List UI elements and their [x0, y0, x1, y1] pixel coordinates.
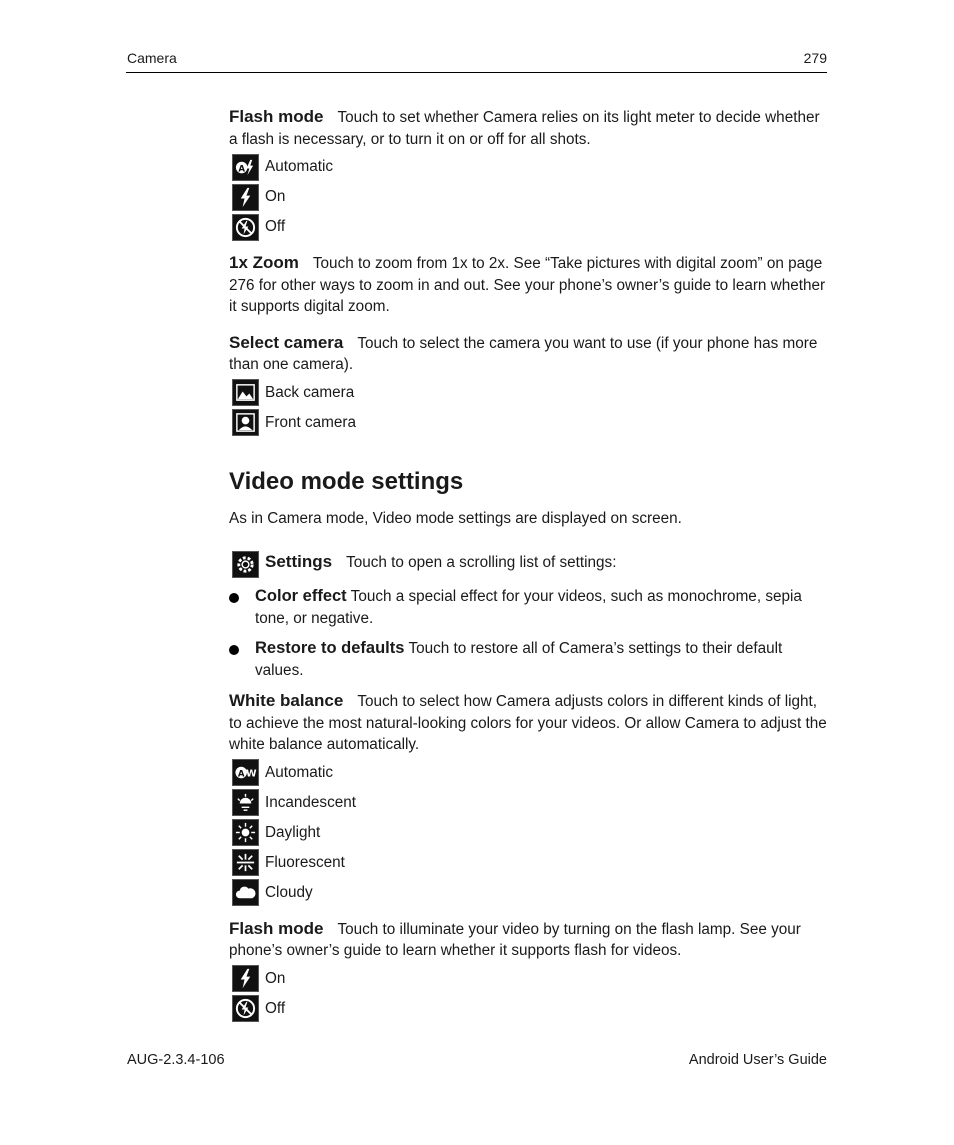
option-row — [229, 788, 827, 818]
settings-description: Touch to open a scrolling list of settings: — [346, 554, 617, 571]
option-label: Automatic — [265, 763, 334, 781]
option-row — [229, 378, 827, 408]
footer-title: Android User’s Guide — [688, 1052, 827, 1068]
option-label: On — [265, 188, 286, 206]
page-header — [126, 48, 827, 73]
fluorescent-icon — [232, 849, 259, 876]
option-label: Incandescent — [265, 793, 356, 811]
list-item — [229, 638, 827, 681]
bullet-text: Touch to restore all of Camera’s settings to their default values. — [255, 640, 783, 679]
white-balance-options — [229, 758, 827, 908]
settings-gear-icon — [232, 551, 259, 578]
option-row — [229, 182, 827, 212]
zoom-term: 1x Zoom — [229, 253, 299, 272]
header-section: Camera — [127, 50, 177, 66]
option-label: Off — [265, 999, 286, 1017]
section-title: Video mode settings — [229, 467, 464, 495]
option-row — [229, 878, 827, 908]
settings-list — [229, 586, 827, 681]
option-row — [229, 994, 827, 1024]
option-label: Daylight — [265, 823, 321, 841]
page-number: 279 — [803, 50, 827, 66]
video-flash-mode-description: Touch to illuminate your video by turning on the flash lamp. See your phone’s owner’s guide to learn whether it supports flash for videos. — [229, 920, 801, 959]
settings-term: Settings — [265, 552, 333, 571]
settings-paragraph — [229, 551, 827, 578]
select-camera-description: Touch to select the camera you want to use (if your phone has more than one camera). — [229, 334, 818, 373]
page-content — [229, 106, 827, 1024]
bullet-term: Color effect — [255, 587, 347, 605]
wb-auto-icon — [232, 759, 259, 786]
option-label: Back camera — [265, 383, 355, 401]
video-flash-mode-term: Flash mode — [229, 918, 324, 938]
flash-auto-icon — [232, 154, 259, 181]
bullet-term: Restore to defaults — [255, 639, 405, 657]
footer-code: AUG-2.3.4-106 — [127, 1052, 225, 1068]
flash-mode-description: Touch to set whether Camera relies on its light meter to decide whether a flash is necessary, or to turn it on or off for all shots. — [229, 109, 820, 148]
back-camera-icon — [232, 379, 259, 406]
list-item — [229, 586, 827, 629]
section-intro: As in Camera mode, Video mode settings are displayed on screen. — [229, 509, 682, 527]
flash-mode-paragraph — [229, 106, 827, 150]
option-row — [229, 408, 827, 438]
flash-mode-term: Flash mode — [229, 107, 324, 126]
option-label: Front camera — [265, 413, 356, 431]
svg-text:A: A — [237, 769, 245, 780]
flash-mode-options — [229, 152, 827, 242]
option-label: Cloudy — [265, 883, 313, 901]
bullet-text: Touch a special effect for your videos, such as monochrome, sepia tone, or negative. — [255, 588, 802, 627]
option-label: Automatic — [265, 158, 334, 176]
option-row — [229, 818, 827, 848]
option-label: Fluorescent — [265, 853, 345, 871]
zoom-description: Touch to zoom from 1x to 2x. See “Take pictures with digital zoom” on page 276 for other ways to zoom in and out. See your phone’s owner’s guide to learn whether it supports digital zoom. — [229, 255, 826, 315]
select-camera-options — [229, 378, 827, 438]
select-camera-paragraph — [229, 332, 827, 376]
video-flash-mode-paragraph — [229, 918, 827, 962]
flash-off-icon — [232, 995, 259, 1022]
option-row — [229, 964, 827, 994]
front-camera-icon — [232, 409, 259, 436]
daylight-icon — [232, 819, 259, 846]
bullet-icon — [229, 593, 239, 603]
flash-off-icon — [232, 214, 259, 241]
svg-text:A: A — [238, 163, 246, 174]
white-balance-paragraph — [229, 690, 827, 756]
select-camera-term: Select camera — [229, 332, 344, 352]
flash-on-icon — [232, 184, 259, 211]
option-row — [229, 212, 827, 242]
cloudy-icon — [232, 879, 259, 906]
option-row — [229, 758, 827, 788]
zoom-paragraph — [229, 252, 827, 318]
option-row — [229, 848, 827, 878]
svg-text:W: W — [245, 768, 257, 780]
video-flash-mode-options — [229, 964, 827, 1024]
white-balance-term: White balance — [229, 691, 344, 710]
bullet-icon — [229, 645, 239, 655]
flash-on-icon — [232, 965, 259, 992]
option-label: On — [265, 969, 286, 987]
incandescent-icon — [232, 789, 259, 816]
white-balance-description: Touch to select how Camera adjusts colors in different kinds of light, to achieve the most natural-looking colors for your videos. Or allow Camera to adjust the white balance automatically. — [229, 693, 827, 753]
option-label: Off — [265, 218, 286, 236]
option-row — [229, 152, 827, 182]
